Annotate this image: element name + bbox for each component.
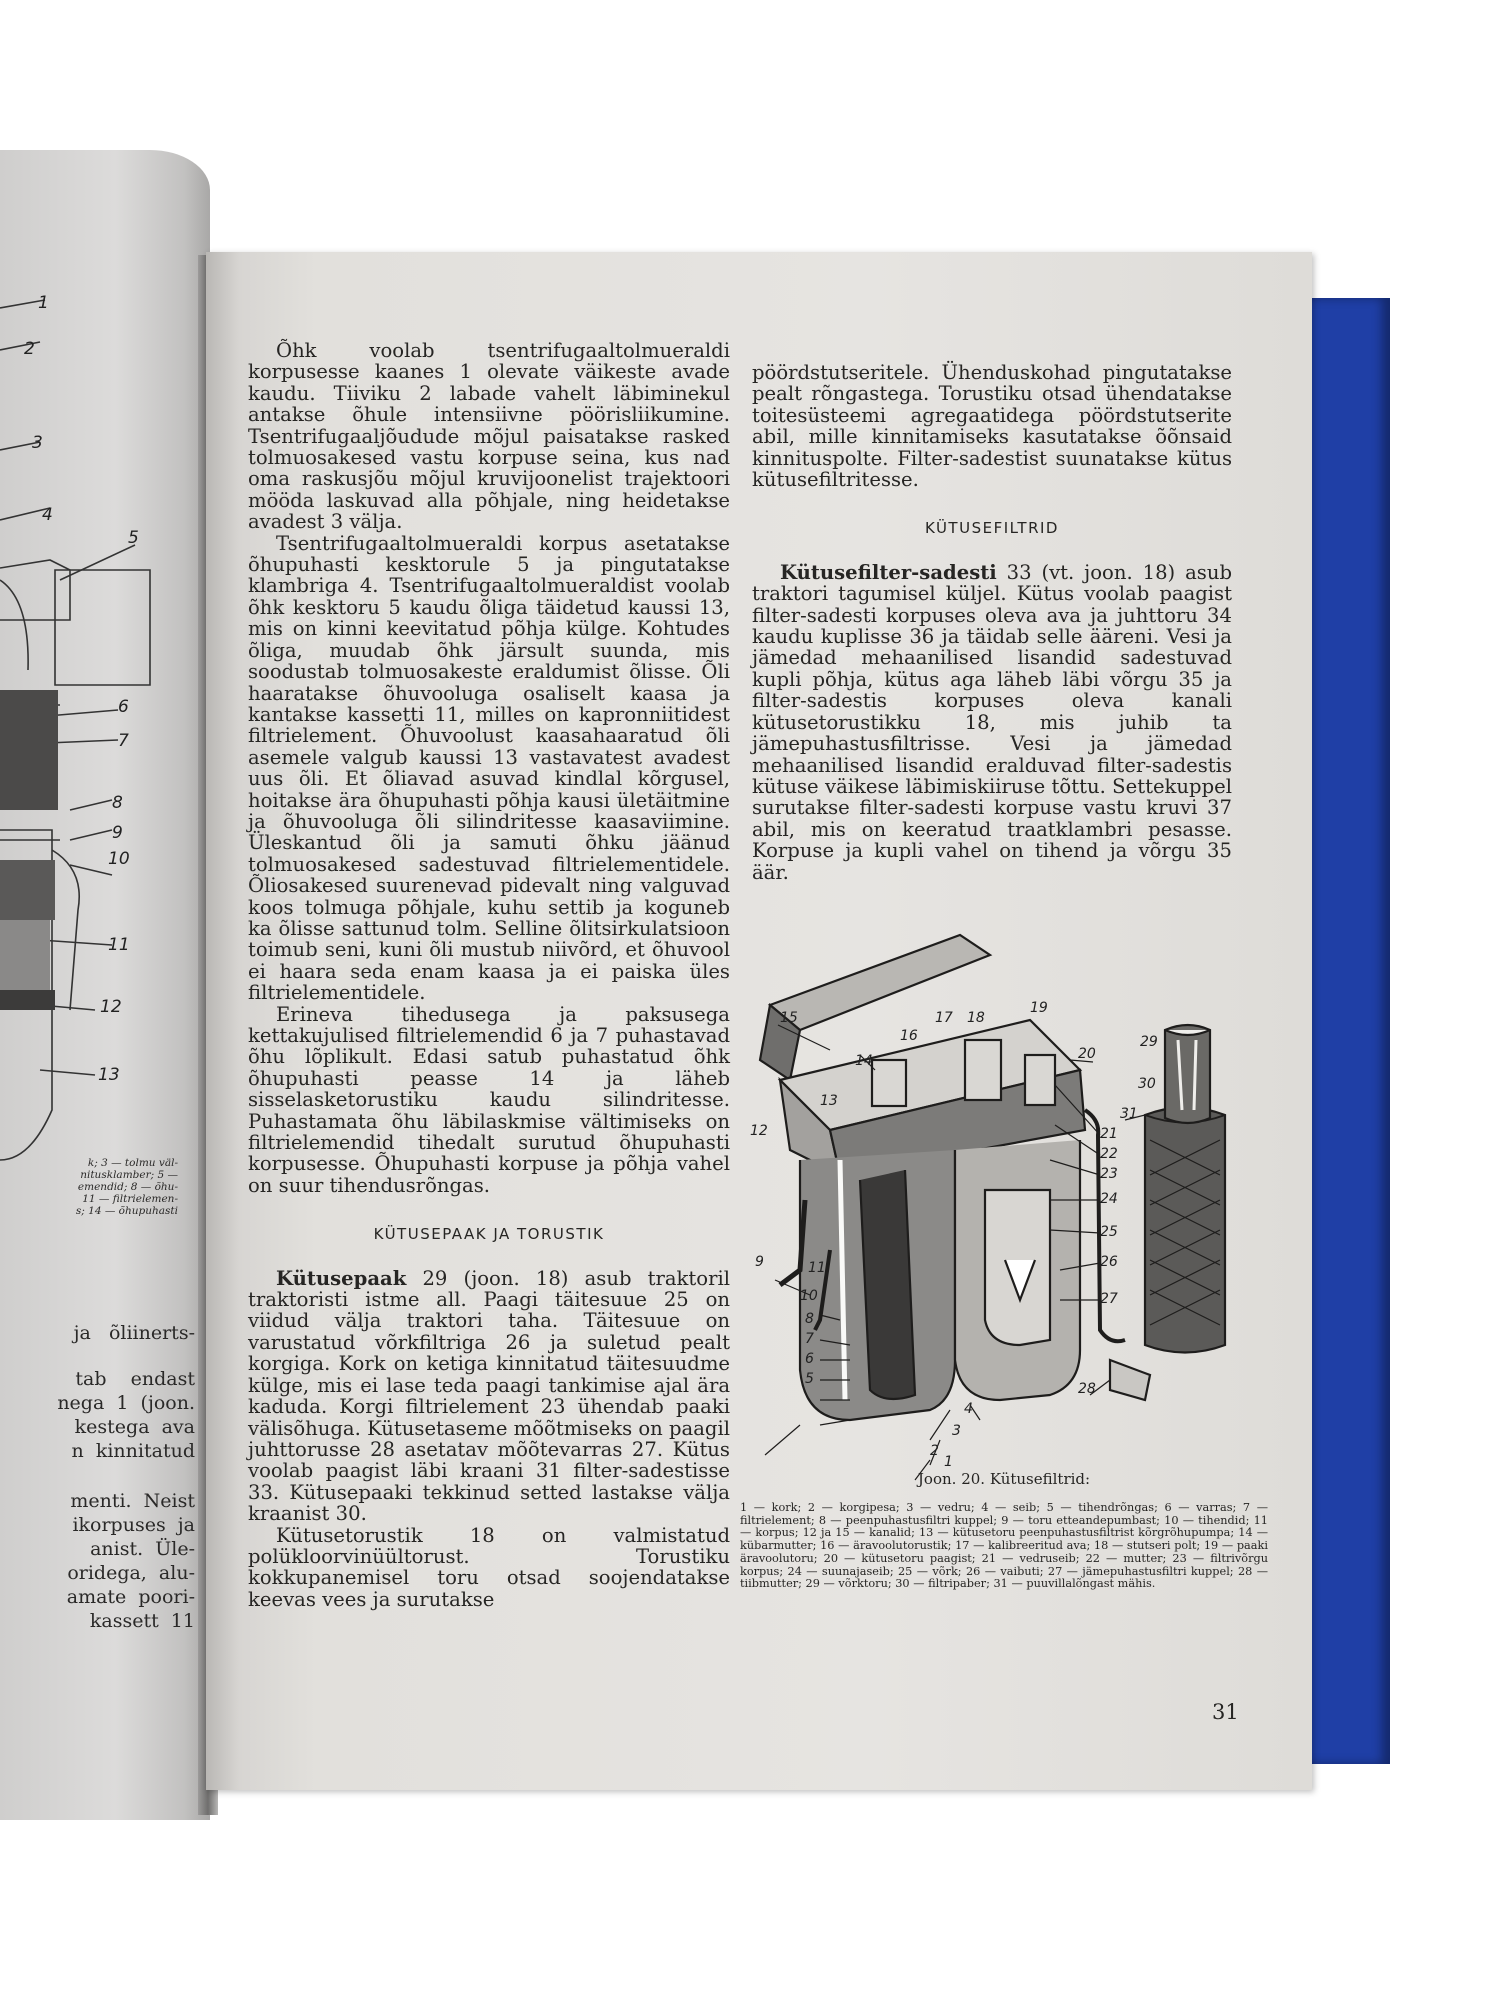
- page-number: 31: [1212, 1700, 1239, 1724]
- figure-label-20: 20: [1078, 1046, 1096, 1062]
- left-label-1: 1: [38, 293, 49, 313]
- left-caption-line: 11 — filtrielemen-: [82, 1193, 178, 1205]
- left-label-3: 3: [32, 433, 43, 453]
- term: Kütusepaak: [276, 1266, 407, 1290]
- left-text-line: tab endast: [75, 1368, 195, 1390]
- left-label-7: 7: [118, 731, 129, 751]
- figure-label-2: 2: [930, 1443, 939, 1459]
- figure-label-7: 7: [805, 1331, 814, 1347]
- figure-label-11: 11: [808, 1260, 826, 1276]
- left-label-2: 2: [24, 339, 35, 359]
- figure-label-10: 10: [800, 1288, 818, 1304]
- figure-label-5: 5: [805, 1371, 814, 1387]
- figure-label-19: 19: [1030, 1000, 1048, 1016]
- left-caption-line: emendid; 8 — õhu-: [77, 1181, 178, 1193]
- figure-label-1: 1: [944, 1454, 953, 1470]
- left-caption-line: k; 3 — tolmu väl-: [87, 1157, 178, 1169]
- figure-label-12: 12: [750, 1123, 768, 1139]
- left-caption-line: s; 14 — õhupuhasti: [75, 1205, 178, 1217]
- paragraph-body: 33 (vt. joon. 18) asub traktori tagumisel küljel. Kütus voolab paagist filter-sadesti korpuses oleva ava ja juhttoru 34 kaudu kuplisse 36 ja täidab selle ääreni. Vesi ja jämedad mehaanilised lisandid sadestuvad kupli põhja, kütus aga läheb läbi võrgu 35 ja filter-sadestis korpuses oleva kanali kütusetorustikku 18, mis juhib ta jämepuhastusfiltrisse. Vesi ja jämedad mehaanilised lisandid eralduvad filter-sadestis kütuse väikese läbimiskiiruse tõttu. Settekuppel surutakse filter-sadesti korpuse vastu kruvi 37 abil, mis on keeratud traatklambri pesasse. Korpuse ja kupli vahel on tihend ja võrgu 35 äär.: [752, 560, 1232, 884]
- figure-label-16: 16: [900, 1028, 918, 1044]
- left-text-line: menti. Neist: [70, 1490, 195, 1512]
- left-label-6: 6: [118, 697, 129, 717]
- figure-label-29: 29: [1140, 1034, 1158, 1050]
- paragraph: Tsentrifugaaltolmueraldi korpus asetatakse õhupuhasti kesktorule 5 ja pingutatakse klambriga 4. Tsentrifugaaltolmueraldist voolab õhk kesktoru 5 kaudu õliga täidetud kaussi 13, mis on kinni keevitatud põhja külge. Kohtudes õliga, muudab õhk järsult suunda, mis soodustab tolmuosakeste eraldumist õlisse. Õli haaratakse õhuvooluga osaliselt kaasa ja kantakse kassetti 11, milles on kapronniitidest filtrielement. Õhuvoolust kaasahaaratud õli asemele valgub kaussi 13 vastavatest avadest uus õli. Et õliavad asuvad kindlal kõrgusel, hoitakse ära õhupuhasti põhja kausi ületäitmine ja õhuvooluga õli silindritesse kaasaviimine. Üleskantud õli ja samuti õhku jäänud tolmuosakesed sadestuvad filtrielementidele. Õliosakesed suurenevad pidevalt ning valguvad koos tolmuga põhjale, kuhu settib ja koguneb ka õlisse sattunud tolm. Selline õlitsirkulatsioon toimub seni, kuni õli mustub niivõrd, et õhuvool ei haara seda enam kaasa ja ei paiska üles filtrielementidele.: [248, 531, 730, 1005]
- left-text-line: ja õliinerts-: [73, 1322, 195, 1344]
- figure-label-18: 18: [967, 1010, 985, 1026]
- left-label-4: 4: [42, 505, 53, 525]
- figure-label-15: 15: [780, 1010, 798, 1026]
- left-text-line: n kinnitatud: [71, 1440, 195, 1462]
- paragraph: Erineva tihedusega ja paksusega kettakujulised filtrielemendid 6 ja 7 puhastavad õhu lõplikult. Edasi satub puhastatud õhk õhupuhasti peasse 14 ja läheb sisselasketorustiku kaudu silindritesse. Puhastamata õhu läbilaskmise vältimiseks on filtrielemendid tihedalt surutud õhupuhasti korpusesse. Õhupuhasti korpuse ja põhja vahel on suur tihendusrõngas.: [248, 1002, 730, 1197]
- left-text-line: nega 1 (joon.: [57, 1392, 195, 1414]
- left-text-line: kestega ava: [74, 1416, 195, 1438]
- figure-label-9: 9: [755, 1254, 764, 1270]
- figure-label-14: 14: [855, 1053, 873, 1069]
- section-heading: KÜTUSEPAAK JA TORUSTIK: [373, 1225, 605, 1244]
- paragraph-body: 29 (joon. 18) asub traktoril traktoristi istme all. Paagi täitesuue 25 on viidud välja traktori taha. Täitesuue on varustatud võrkfiltriga 26 ja suletud pealt korgiga. Kork on ketiga kinnitatud täitesuudme külge, mis ei lase teda paagi tankimise ajal ära kaduda. Korgi filtrielement 23 ühendab paaki välisõhuga. Kütusetaseme mõõtmiseks on paagil juhttorusse 28 asetatav mõõtevarras 27. Kütus voolab paagist läbi kraani 31 filter-sadestisse 33. Kütusepaaki tekkinud setted lastakse välja kraanist 30.: [248, 1266, 730, 1526]
- left-text-line: kassett 11: [89, 1610, 195, 1632]
- figure-label-3: 3: [952, 1423, 961, 1439]
- section-heading: KÜTUSEFILTRID: [925, 519, 1059, 538]
- figure-legend: 1 — kork; 2 — korgipesa; 3 — vedru; 4 — seib; 5 — tihendrõngas; 6 — varras; 7 — filtrielement; 8 — peenpuhastusfiltri kuppel; 9 — toru etteandepumbast; 10 — tihendid; 11 — korpus; 12 ja 15 — kanalid; 13 — kütusetoru peenpuhastusfiltrist kõrgrõhupumpa; 14 — kübarmutter; 16 — äravoolutorustik; 17 — kalibreeritud ava; 18 — stutseri polt; 19 — paaki äravoolutoru; 20 — kütusetoru paagist; 21 — vedruseib; 22 — mutter; 23 — filtrivõrgu korpus; 24 — suunajaseib; 25 — võrk; 26 — vaibuti; 27 — jämepuhastusfiltri kuppel; 28 — tiibmutter; 29 — võrktoru; 30 — filtripaber; 31 — puuvillalõngast mähis.: [740, 1501, 1268, 1591]
- left-text-line: anist. Üle-: [90, 1538, 195, 1560]
- paragraph: Kütusetorustik 18 on valmistatud polükloorvinüültorust. Torustiku kokkupanemisel toru otsad soojendatakse keevas vees ja surutakse: [248, 1523, 730, 1611]
- left-label-10: 10: [108, 849, 130, 869]
- paragraph: Õhk voolab tsentrifugaaltolmueraldi korpusesse kaanes 1 olevate väikeste avade kaudu. Tiiviku 2 labade vahelt läbiminekul antakse õhule intensiivne pöörisliikumine. Tsentrifugaaljõudude mõjul paisatakse rasked tolmuosakesed vastu korpuse seina, kus nad oma raskusjõu mõjul kruvijoonelist trajektoori mööda laskuvad alla põhjale, ning heidetakse avadest 3 välja.: [248, 339, 730, 534]
- left-text-line: amate poori-: [66, 1586, 195, 1608]
- figure-label-4: 4: [964, 1401, 973, 1417]
- figure-label-23: 23: [1100, 1166, 1118, 1182]
- figure-label-31: 31: [1120, 1106, 1138, 1122]
- left-label-13: 13: [98, 1065, 120, 1085]
- figure-caption: Joon. 20. Kütusefiltrid:: [917, 1470, 1091, 1488]
- figure-label-26: 26: [1100, 1254, 1118, 1270]
- figure-label-27: 27: [1100, 1291, 1118, 1307]
- left-label-8: 8: [112, 793, 123, 813]
- left-text-line: oridega, alu-: [67, 1562, 195, 1584]
- left-text-line: ikorpuses ja: [72, 1514, 195, 1536]
- figure-label-21: 21: [1100, 1126, 1118, 1142]
- term: Kütusefilter-sadesti: [780, 560, 997, 584]
- left-label-5: 5: [128, 528, 139, 548]
- figure-label-30: 30: [1138, 1076, 1156, 1092]
- figure-label-22: 22: [1100, 1146, 1118, 1162]
- figure-label-24: 24: [1100, 1191, 1118, 1207]
- figure-label-13: 13: [820, 1093, 838, 1109]
- left-caption-line: nitusklamber; 5 —: [80, 1169, 178, 1181]
- left-label-12: 12: [100, 997, 122, 1017]
- left-label-11: 11: [108, 935, 130, 955]
- figure-label-25: 25: [1100, 1224, 1118, 1240]
- figure-label-28: 28: [1078, 1381, 1096, 1397]
- figure-label-17: 17: [935, 1010, 953, 1026]
- left-label-9: 9: [112, 823, 123, 843]
- figure-label-6: 6: [805, 1351, 814, 1367]
- paragraph: pöördstutseritele. Ühenduskohad pingutatakse pealt rõngastega. Torustiku otsad ühendatakse toitesüsteemi agregaatidega pöördstutserite abil, mille kinnitamiseks kasutatakse õõnsaid kinnituspolte. Filter-sadestist suunatakse kütus kütusefiltritesse.: [752, 361, 1232, 492]
- figure-label-8: 8: [805, 1311, 814, 1327]
